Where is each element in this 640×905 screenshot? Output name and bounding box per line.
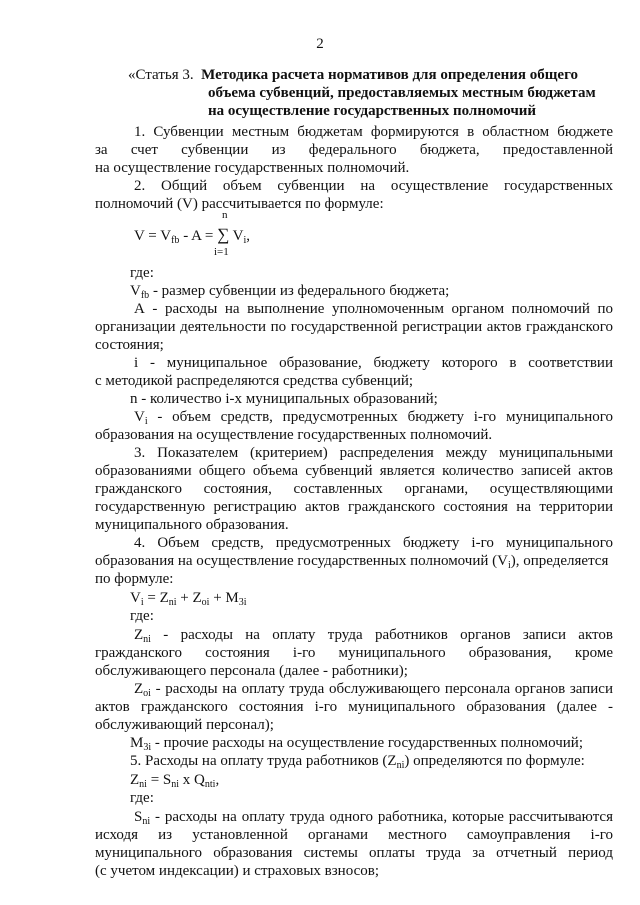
def-zni-line-3: обслуживающего персонала (далее - работники); <box>95 663 408 679</box>
def-zoi-line-2: актов гражданского состояния i-го муниципального образования (далее - <box>95 699 613 715</box>
p2-line-2: полномочий (V) рассчитывается по формуле: <box>95 196 384 212</box>
p3-line-3: гражданского состояния, составленных органами, осуществляющими <box>95 481 613 497</box>
p5-line-1: 5. Расходы на оплату труда работников $(Z_{ni})$ определяются по формуле: <box>130 753 585 771</box>
article-title-line-1: Методика расчета нормативов для определения общего <box>201 67 579 83</box>
where-2: где: <box>130 608 154 624</box>
def-a-line-2: организации деятельности по государственной регистрации актов гражданского <box>95 319 613 335</box>
def-a-line-1: А - расходы на выполнение уполномоченным органом полномочий по <box>134 301 613 317</box>
formula-1: $V = V_{fb} - A$ = ∑ $V_i$, <box>134 225 251 246</box>
p1-line-1: 1. Субвенции местным бюджетам формируются в областном бюджете <box>134 124 613 140</box>
def-zoi-line-3: обслуживающий персонал); <box>95 717 274 733</box>
formula-1-lower-limit: i=1 <box>214 246 229 258</box>
article-title <box>128 66 628 120</box>
p4-line-1: 4. Объем средств, предусмотренных бюджету i-го муниципального <box>134 535 613 551</box>
def-vi-line-2: образования на осуществление государственных полномочий. <box>95 427 493 443</box>
def-sni-line-2: исходя из установленной органами местного самоуправления i-го <box>95 827 613 843</box>
p4-line-2: образования на осуществление государственных полномочий $(V_i)$, определяется <box>95 553 609 571</box>
page-number: 2 <box>316 36 324 52</box>
p1-line-3: на осуществление государственных полномочий. <box>95 160 410 176</box>
p1-line-2: за счет субвенции из федерального бюджета, предоставленной <box>95 142 613 158</box>
formula-1-upper-limit: n <box>222 209 228 221</box>
where-1: где: <box>130 265 154 281</box>
def-vfb: $V_{fb}$ - размер субвенции из федерального бюджета; <box>130 283 450 301</box>
where-3: где: <box>130 790 154 806</box>
p3-line-1: 3. Показателем (критерием) распределения между муниципальными <box>134 445 613 461</box>
p3-line-4: государственную регистрацию актов гражданского состояния на территории <box>95 499 613 515</box>
sum-sign: ∑ <box>217 225 230 244</box>
article-prefix: «Статья 3. <box>128 67 194 83</box>
article-title-line-2: объема субвенций, предоставляемых местным бюджетам <box>208 85 596 101</box>
p3-line-2: образованиями общего объема субвенций является количество записей актов <box>95 463 613 479</box>
article-title-line-3: на осуществление государственных полномочий <box>208 103 537 119</box>
def-i-line-1: i - муниципальное образование, бюджету которого в соответствии <box>134 355 613 371</box>
p4-line-3: по формуле: <box>95 571 174 587</box>
def-m3i: $M_{3i}$ - прочие расходы на осуществление государственных полномочий; <box>130 735 583 753</box>
formula-3: $Z_{ni} = S_{ni}$ x $Q_{nti}$, <box>130 772 220 790</box>
def-zni-line-1: $Z_{ni}$ - расходы на оплату труда работников органов записи актов <box>134 627 613 645</box>
def-a-line-3: состояния; <box>95 337 164 353</box>
def-sni-line-1: $S_{ni}$ - расходы на оплату труда одного работника, которые рассчитываются <box>134 809 613 827</box>
formula-2: $V_i = Z_{ni} + Z_{oi} + M_{3i}$ <box>130 590 247 608</box>
def-sni-line-3: муниципального образования системы оплаты труда за отчетный период <box>95 845 613 861</box>
p3-line-5: муниципального образования. <box>95 517 289 533</box>
def-vi-line-1: $V_i$ - объем средств, предусмотренных бюджету i-го муниципального <box>134 409 613 427</box>
def-zoi-line-1: $Z_{oi}$ - расходы на оплату труда обслуживающего персонала органов записи <box>134 681 613 699</box>
def-n: n - количество i-х муниципальных образований; <box>130 391 438 407</box>
p2-line-1: 2. Общий объем субвенции на осуществление государственных <box>134 178 613 194</box>
def-i-line-2: с методикой распределяются средства субвенций; <box>95 373 414 389</box>
def-sni-line-4: (с учетом индексации) и страховых взносов; <box>95 863 379 879</box>
def-zni-line-2: гражданского состояния i-го муниципального образования, кроме <box>95 645 613 661</box>
